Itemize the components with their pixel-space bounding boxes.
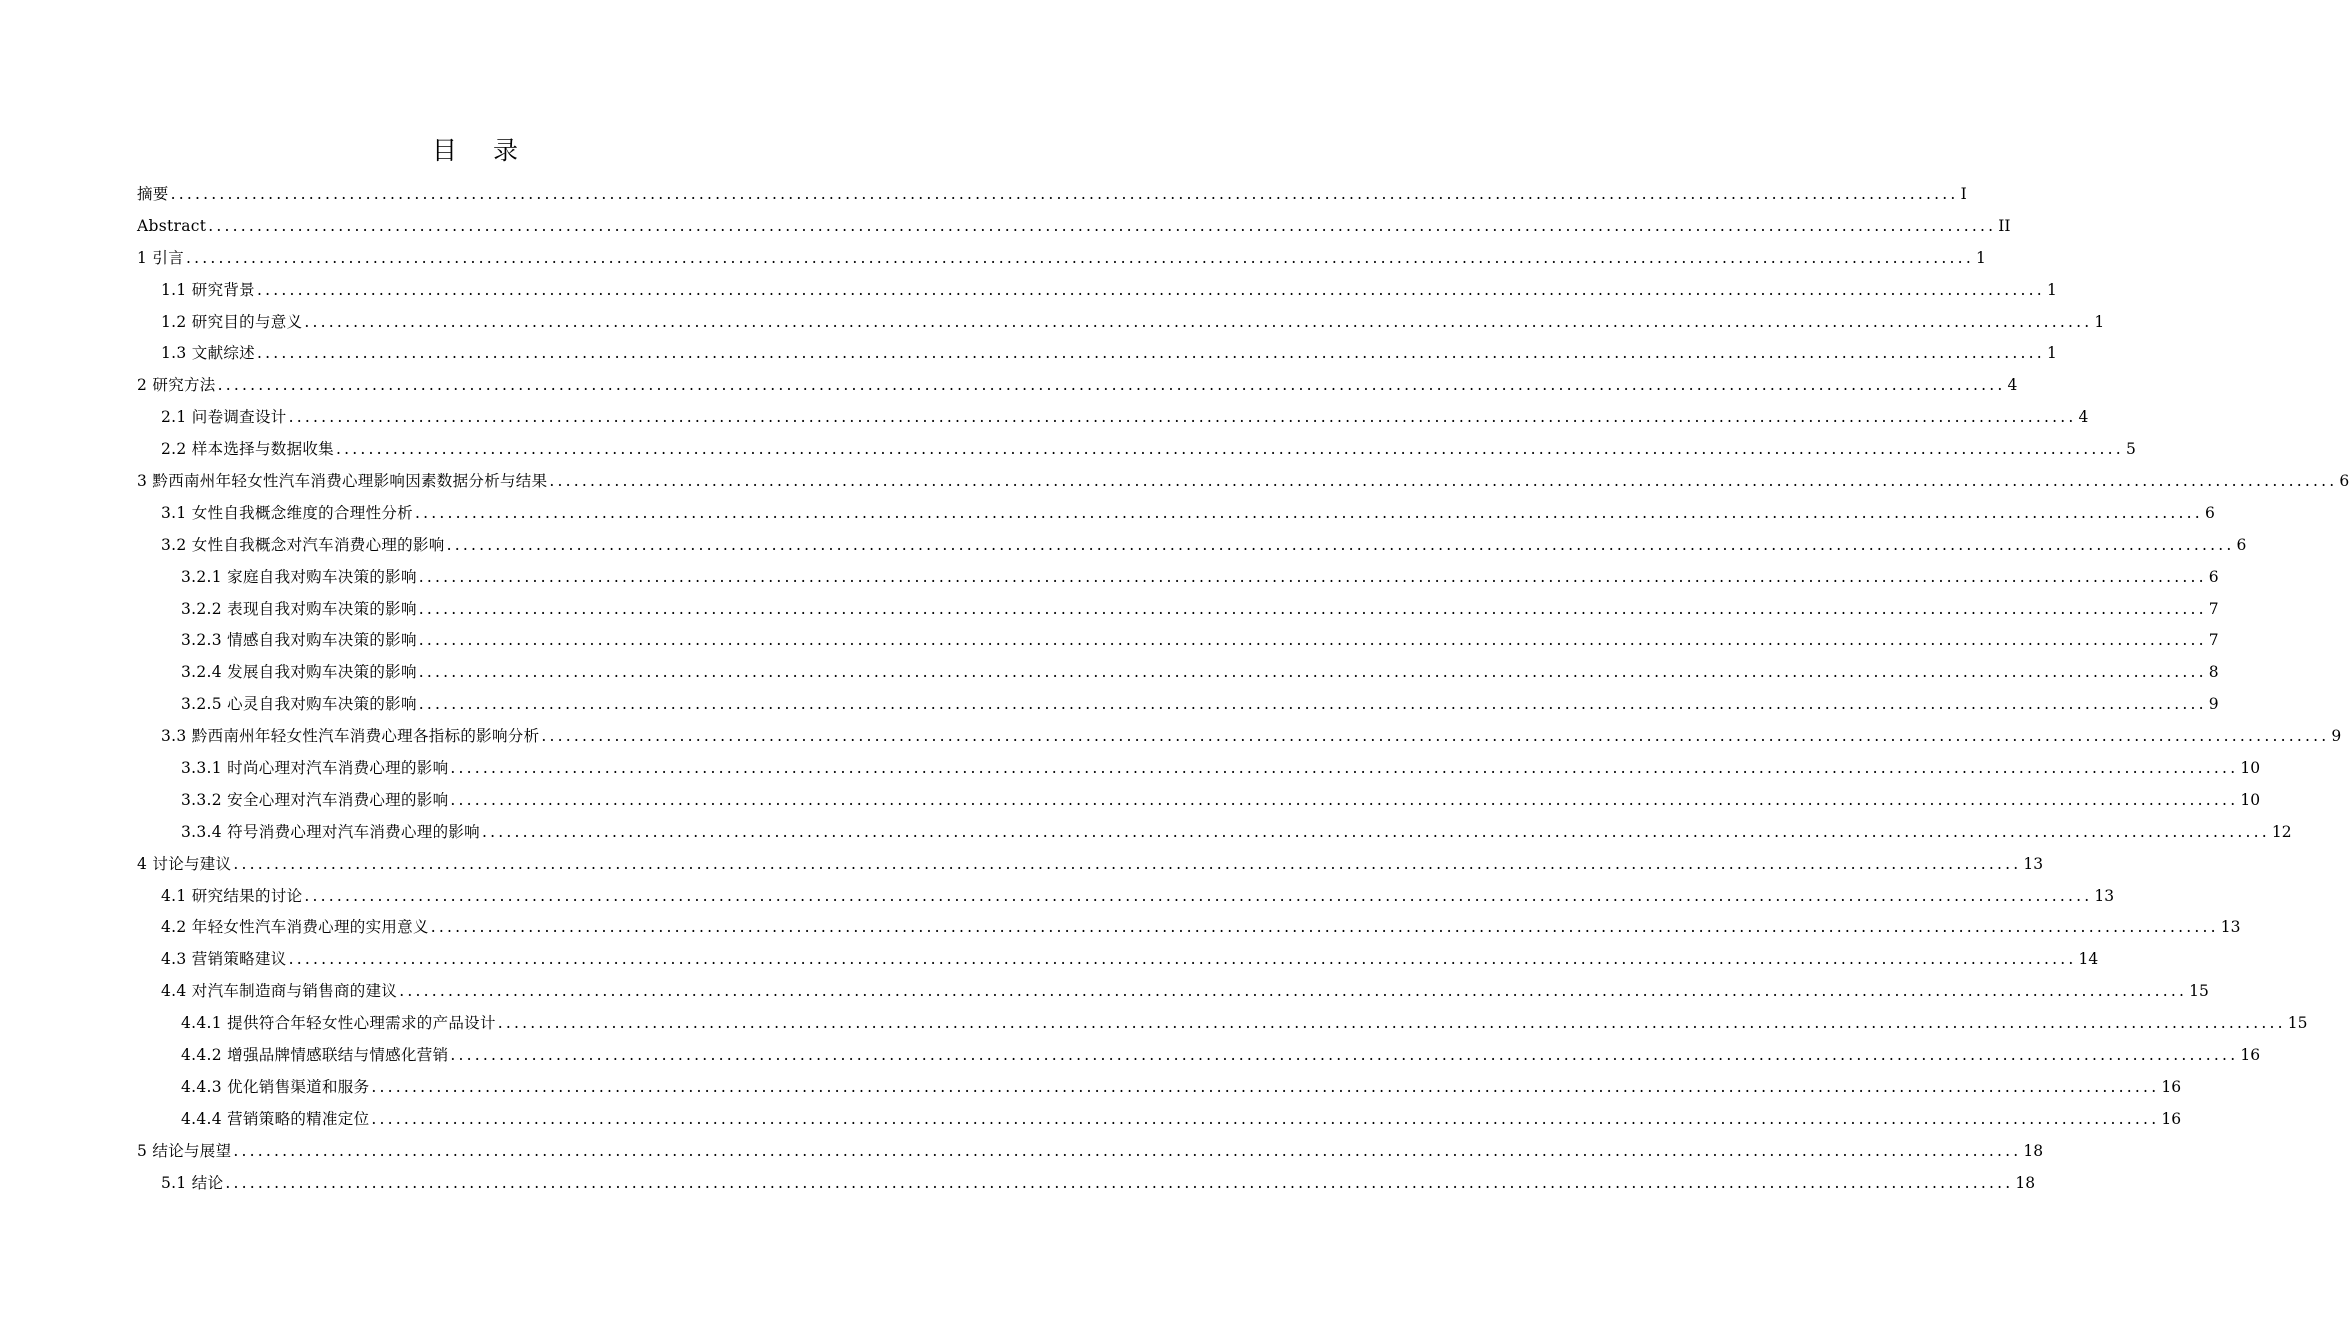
toc-page-number: 16 [2161,1077,2182,1096]
toc-dot-leader: ............................................................................................................................................................................................................................ [233,854,2022,873]
toc-page-number: 9 [2208,695,2219,714]
toc-entry-title: 4.4.4 营销策略的精准定位 [181,1109,370,1128]
toc-dot-leader: ............................................................................................................................................................................................................................ [288,408,2077,427]
toc-page-number: 12 [2271,822,2292,841]
toc-dot-leader: ............................................................................................................................................................................................................................ [288,950,2077,969]
toc-entry[interactable] [137,1040,2261,1072]
toc-page-number: 10 [2240,790,2261,809]
toc-dot-leader: ............................................................................................................................................................................................................................ [418,695,2207,714]
toc-entry[interactable] [137,849,2044,881]
toc-entry[interactable] [137,976,2209,1008]
toc-entry[interactable] [137,370,2018,402]
toc-entry[interactable] [137,562,2219,594]
toc-entry-title: 4.4.2 增强品牌情感联结与情感化营销 [181,1046,449,1065]
toc-page-number: 7 [2208,631,2219,650]
toc-page-number: 6 [2204,503,2215,522]
toc-entry[interactable] [137,594,2219,626]
toc-entry-title: 3.2.1 家庭自我对购车决策的影响 [181,567,417,586]
toc-entry[interactable] [137,243,1986,275]
toc-dot-leader: ............................................................................................................................................................................................................................ [170,185,1959,203]
toc-dot-leader: ............................................................................................................................................................................................................................ [335,440,2124,459]
toc-entry[interactable] [137,657,2219,689]
toc-entry[interactable] [137,944,2099,976]
toc-entry[interactable] [137,530,2247,562]
toc-page-number: I [1960,185,1967,203]
toc-dot-leader: ............................................................................................................................................................................................................................ [418,599,2207,618]
toc-entry-title: 3.3.4 符号消费心理对汽车消费心理的影响 [181,822,480,841]
toc-dot-leader: ............................................................................................................................................................................................................................ [541,727,2330,746]
toc-entry-title: 3.2 女性自我概念对汽车消费心理的影响 [161,535,445,554]
toc-entry-title: 3.2.2 表现自我对购车决策的影响 [181,599,417,618]
toc-entry[interactable] [137,785,2261,817]
toc-entry-title: 4.4.1 提供符合年轻女性心理需求的产品设计 [181,1014,496,1033]
toc-dot-leader: ............................................................................................................................................................................................................................ [225,1173,2014,1192]
toc-entry[interactable] [137,498,2215,530]
toc-entry-title: 2 研究方法 [137,376,216,395]
page-title: 目 录 [432,136,532,165]
toc-entry[interactable] [137,1072,2182,1104]
toc-page-number: 1 [2046,280,2057,299]
toc-entry-title: 4.3 营销策略建议 [161,950,287,969]
toc-dot-leader: ............................................................................................................................................................................................................................ [450,1046,2239,1065]
toc-dot-leader: ............................................................................................................................................................................................................................ [304,886,2093,905]
toc-page-number: 6 [2208,567,2219,586]
toc-page-number: 6 [2339,472,2349,491]
toc-entry[interactable] [137,466,2349,498]
toc-page-number: 18 [2023,1141,2044,1160]
toc-page-number: 16 [2161,1109,2182,1128]
toc-entry[interactable] [137,625,2219,657]
toc-entry-title: 3.2.5 心灵自我对购车决策的影响 [181,695,417,714]
toc-entry-title: 3.2.3 情感自我对购车决策的影响 [181,631,417,650]
toc-dot-leader: ............................................................................................................................................................................................................................ [371,1109,2160,1128]
toc-page-number: 1 [2046,344,2057,363]
toc-dot-leader: ............................................................................................................................................................................................................................ [497,1014,2286,1033]
toc-dot-leader: ............................................................................................................................................................................................................................ [233,1141,2022,1160]
toc-entry-title: 4.2 年轻女性汽车消费心理的实用意义 [161,918,429,937]
toc-dot-leader: ............................................................................................................................................................................................................................ [446,535,2235,554]
toc-page-number: 13 [2094,886,2115,905]
toc-page-number: 15 [2189,982,2209,1001]
toc-entry[interactable] [137,881,2115,913]
toc-page-number: 15 [2287,1014,2308,1033]
toc-entry-title: 1.2 研究目的与意义 [161,312,303,331]
toc-entry-title: 4.4 对汽车制造商与销售商的建议 [161,982,398,1001]
toc-entry-title: 2.2 样本选择与数据收集 [161,440,334,459]
toc-dot-leader: ............................................................................................................................................................................................................................ [399,982,2188,1001]
toc-page-number: 6 [2236,535,2247,554]
toc-entry-title: 3.1 女性自我概念维度的合理性分析 [161,503,413,522]
toc-dot-leader: ............................................................................................................................................................................................................................ [414,503,2203,522]
toc-entry-title: 4.4.3 优化销售渠道和服务 [181,1077,370,1096]
toc-entry-title: 1.3 文献综述 [161,344,255,363]
toc-page-number: 8 [2208,663,2219,682]
toc-page-number: 13 [2220,918,2241,937]
toc-entry-title: 1 引言 [137,248,184,267]
toc-entry[interactable] [137,753,2261,785]
toc-entry-title: 3.3.2 安全心理对汽车消费心理的影响 [181,790,449,809]
toc-entry[interactable] [137,912,2241,944]
toc-entry[interactable] [137,1104,2182,1136]
toc-page-number: 14 [2078,950,2099,969]
toc-entry[interactable] [137,307,2105,339]
toc-page-number: 7 [2208,599,2219,618]
toc-dot-leader: ............................................................................................................................................................................................................................ [418,567,2207,586]
toc-dot-leader: ............................................................................................................................................................................................................................ [217,376,2006,395]
toc-dot-leader: ............................................................................................................................................................................................................................ [549,472,2338,491]
toc-entry-title: 1.1 研究背景 [161,280,255,299]
toc-page-number: 1 [2094,312,2105,331]
toc-page-number: 16 [2240,1046,2261,1065]
toc-entry[interactable] [137,211,2011,243]
toc-page-number: 9 [2331,727,2342,746]
toc-page-number: 1 [1975,248,1986,267]
toc-entry-title: 4.1 研究结果的讨论 [161,886,303,905]
toc-entry[interactable] [137,338,2057,370]
toc-entry-title: 3 黔西南州年轻女性汽车消费心理影响因素数据分析与结果 [137,472,548,491]
toc-page-number: 13 [2023,854,2044,873]
toc-dot-leader: ............................................................................................................................................................................................................................ [418,663,2207,682]
toc-entry-title: 3.3.1 时尚心理对汽车消费心理的影响 [181,759,449,778]
toc-page-number: 5 [2125,440,2136,459]
toc-entry[interactable] [137,275,2057,307]
toc-dot-leader: ............................................................................................................................................................................................................................ [450,759,2239,778]
toc-page-number: 4 [2007,376,2018,395]
toc-entry[interactable] [137,434,2136,466]
toc-dot-leader: ............................................................................................................................................................................................................................ [256,280,2045,299]
toc-entry-title: 5.1 结论 [161,1173,224,1192]
toc-dot-leader: ............................................................................................................................................................................................................................ [256,344,2045,363]
table-of-contents [137,179,2349,1200]
toc-entry-title: 摘要 [137,185,169,203]
toc-page-number: 18 [2015,1173,2036,1192]
toc-entry[interactable] [137,689,2219,721]
toc-entry-title: 3.3 黔西南州年轻女性汽车消费心理各指标的影响分析 [161,727,540,746]
toc-entry-title: 2.1 问卷调查设计 [161,408,287,427]
toc-dot-leader: ............................................................................................................................................................................................................................ [450,790,2239,809]
toc-dot-leader: ............................................................................................................................................................................................................................ [481,822,2270,841]
toc-entry[interactable] [137,1008,2308,1040]
toc-entry-title: 4 讨论与建议 [137,854,232,873]
toc-dot-leader: ............................................................................................................................................................................................................................ [186,248,1974,267]
toc-entry-title: Abstract [137,216,207,235]
toc-entry-title: 3.2.4 发展自我对购车决策的影响 [181,663,417,682]
toc-entry[interactable] [137,179,1967,211]
toc-entry[interactable] [137,1136,2044,1168]
toc-entry[interactable] [137,721,2342,753]
toc-dot-leader: ............................................................................................................................................................................................................................ [371,1077,2160,1096]
toc-dot-leader: ............................................................................................................................................................................................................................ [304,312,2093,331]
toc-page-number: 4 [2078,408,2089,427]
toc-entry[interactable] [137,1168,2036,1200]
toc-entry[interactable] [137,817,2292,849]
toc-entry[interactable] [137,402,2089,434]
toc-page-number: II [1998,216,2011,235]
toc-dot-leader: ............................................................................................................................................................................................................................ [430,918,2219,937]
toc-page-number: 10 [2240,759,2261,778]
toc-dot-leader: ............................................................................................................................................................................................................................ [208,216,1997,235]
toc-entry-title: 5 结论与展望 [137,1141,232,1160]
toc-dot-leader: ............................................................................................................................................................................................................................ [418,631,2207,650]
